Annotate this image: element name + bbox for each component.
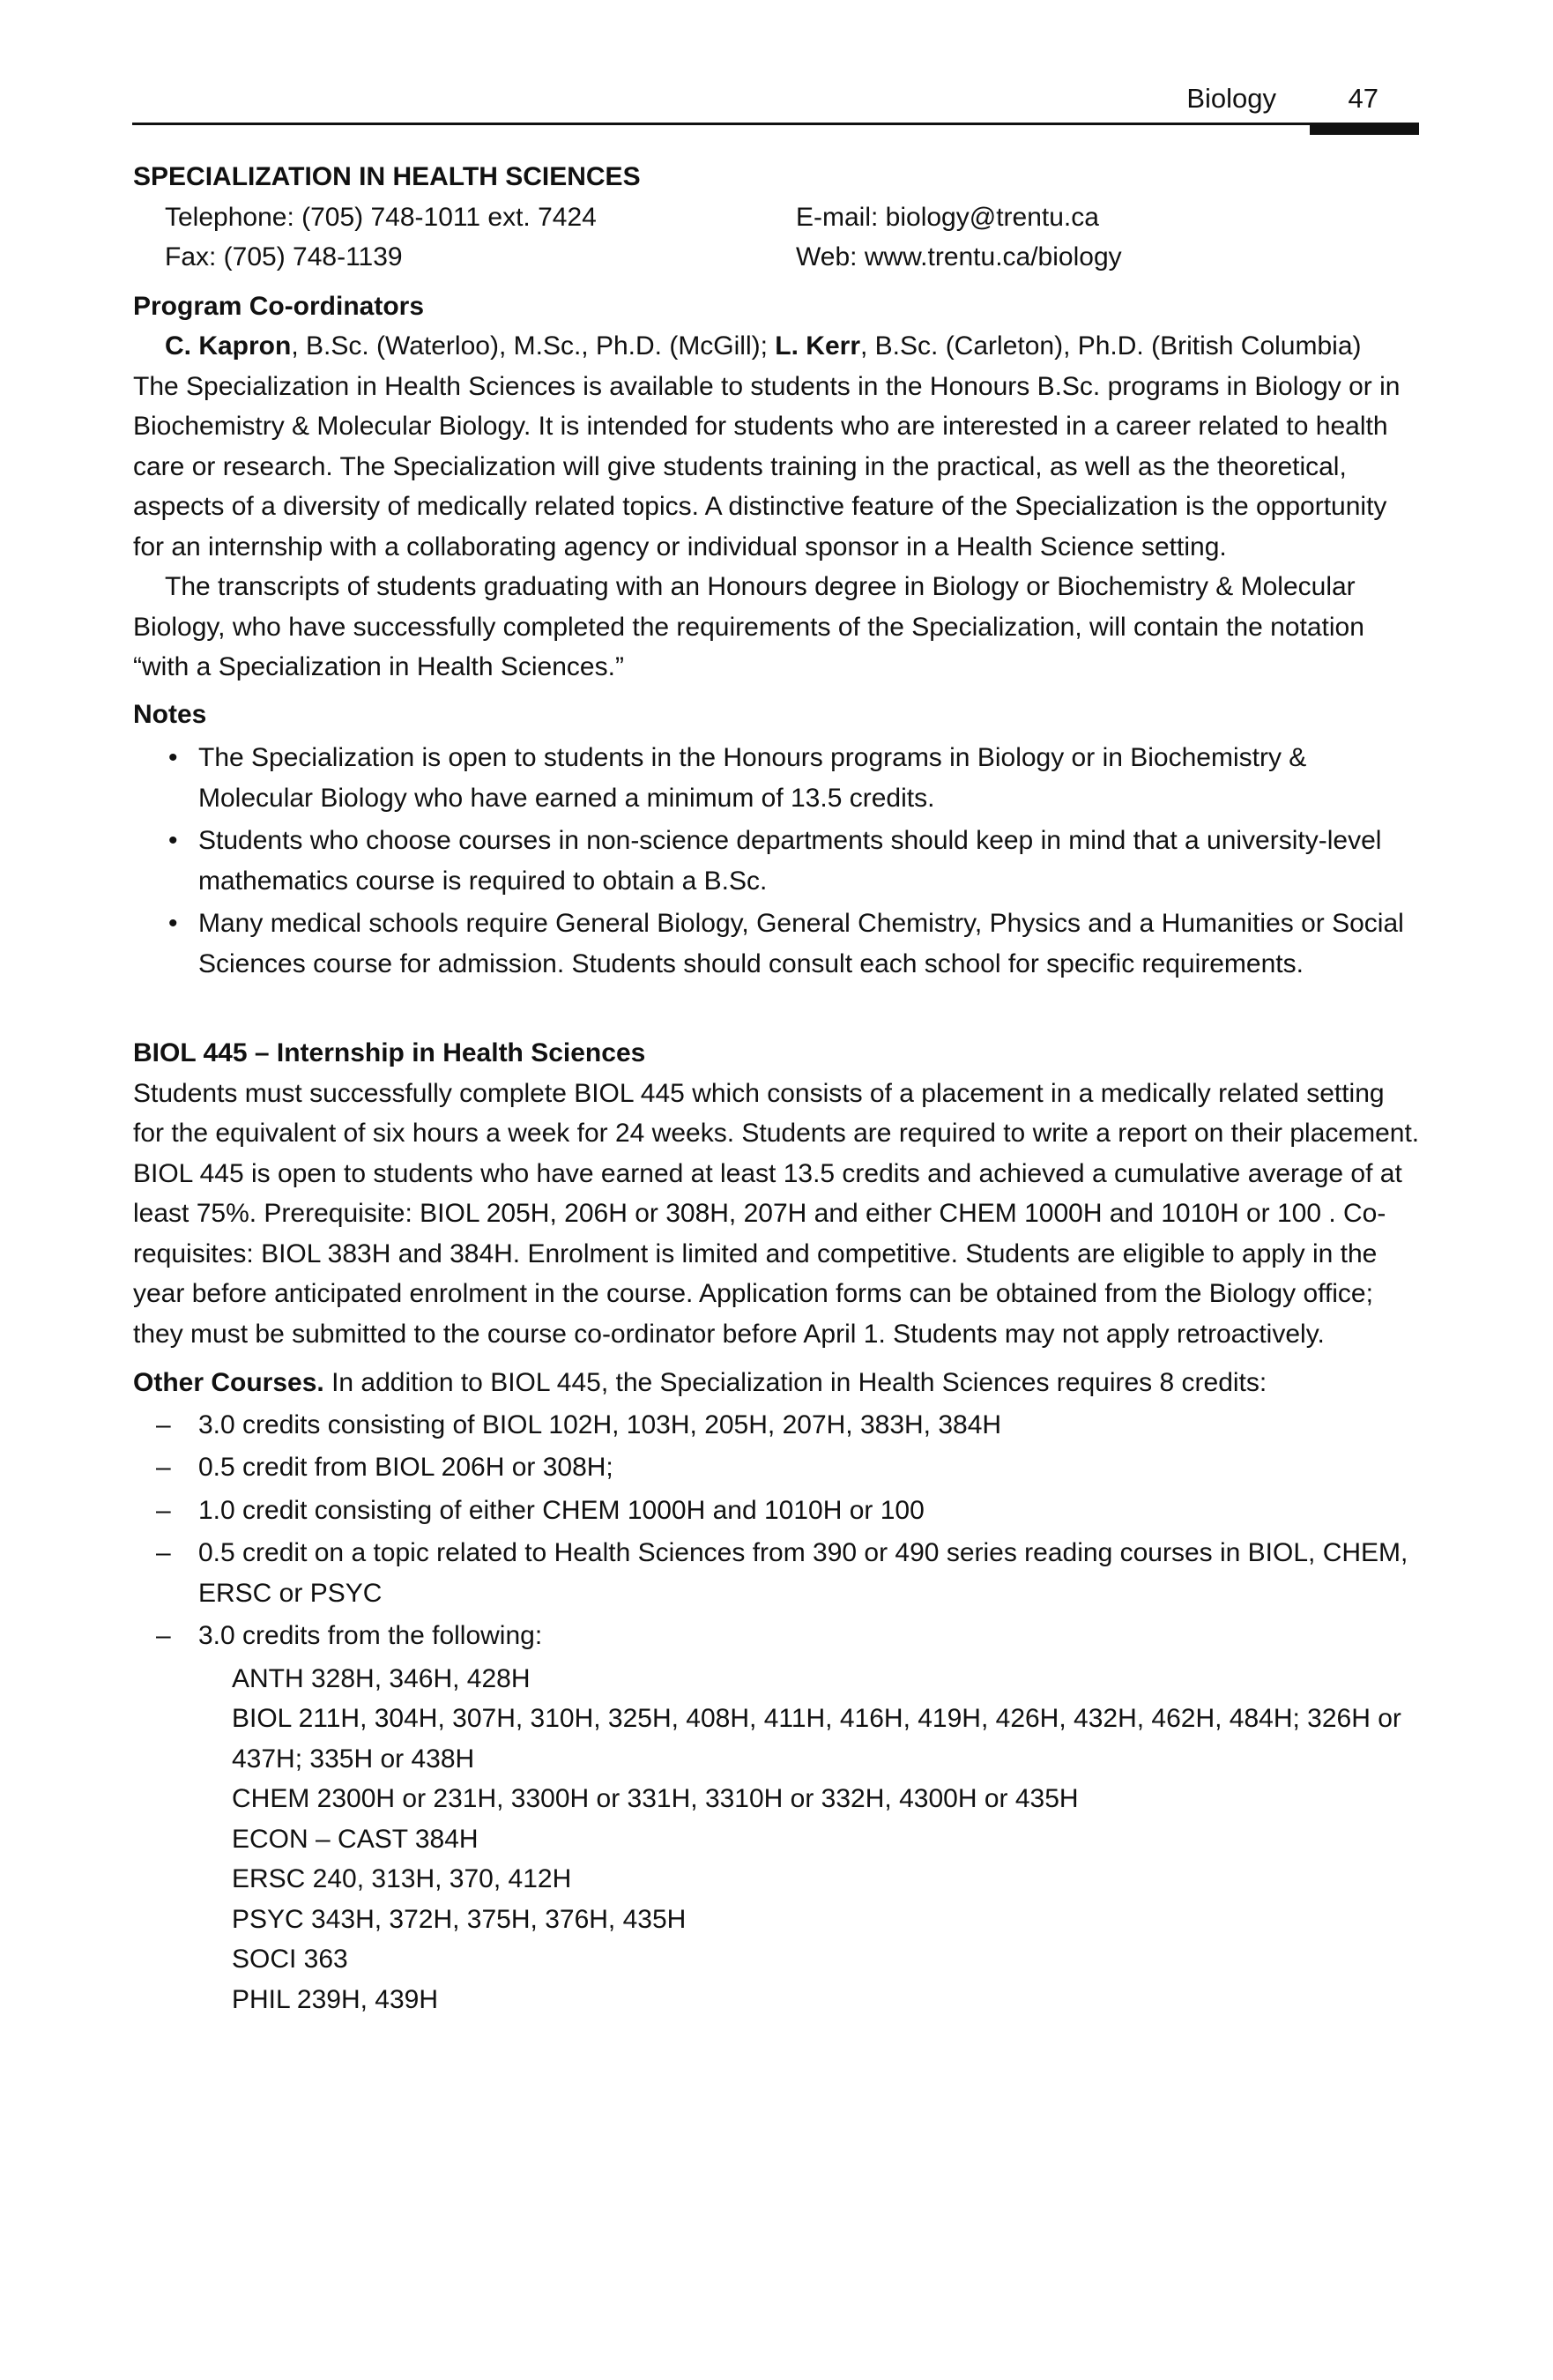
- header-section-title: Biology: [1186, 83, 1276, 114]
- dash-marker: –: [156, 1453, 171, 1482]
- website: Web: www.trentu.ca/biology: [796, 242, 1122, 271]
- page-body: [133, 157, 1420, 2019]
- list-item: • Many medical schools require General Biology, General Chemistry, Physics and a Humanities or Social Sciences course for admission. Students should consult each school for specific requirements.: [133, 904, 1420, 984]
- coordinators-heading: Program Co-ordinators: [133, 291, 425, 321]
- course-line: CHEM 2300H or 231H, 3300H or 331H, 3310H or 332H, 4300H or 435H: [232, 1784, 1079, 1813]
- list-item: • The Specialization is open to students in the Honours programs in Biology or in Biochemistry & Molecular Biology who have earned a minimum of 13.5 credits.: [133, 738, 1420, 818]
- telephone: Telephone: (705) 748-1011 ext. 7424: [165, 202, 597, 232]
- transcript-paragraph: The transcripts of students graduating with an Honours degree in Biology or Biochemistry & Molecular Biology, who have successfully completed the requirements of the Specialization, will contain the notation “with a Specialization in Health Sciences.”: [133, 572, 1364, 681]
- coordinator-1-name: C. Kapron: [165, 331, 292, 361]
- other-courses-paragraph: [133, 1363, 1420, 1403]
- internship-heading: BIOL 445 – Internship in Health Sciences: [133, 1038, 646, 1067]
- list-item: • Students who choose courses in non-science departments should keep in mind that a university-level mathematics course is required to obtain a B.Sc.: [133, 821, 1420, 901]
- section-heading: SPECIALIZATION IN HEALTH SCIENCES: [133, 162, 641, 191]
- course-line: ECON – CAST 384H: [232, 1824, 479, 1854]
- course-line: PHIL 239H, 439H: [232, 1984, 439, 2014]
- course-line: ERSC 240, 313H, 370, 412H: [232, 1864, 572, 1893]
- dash-marker: –: [156, 1409, 171, 1439]
- header-page-number: 47: [1348, 83, 1378, 114]
- coordinators-line: [133, 326, 1420, 367]
- header-page-tab: [1310, 123, 1419, 135]
- bullet-marker: •: [168, 826, 178, 855]
- notes-heading: Notes: [133, 699, 207, 729]
- contact-block: [133, 197, 1420, 278]
- list-item: – 0.5 credit from BIOL 206H or 308H;: [133, 1447, 1420, 1488]
- header-rule: [132, 123, 1419, 125]
- course-line: SOCI 363: [232, 1945, 348, 1974]
- course-line: BIOL 211H, 304H, 307H, 310H, 325H, 408H, 411H, 416H, 419H, 426H, 432H, 462H, 484H; 326H or 437H; 335H or 438H: [232, 1704, 1401, 1774]
- bullet-marker: •: [168, 743, 178, 772]
- dash-marker: –: [156, 1621, 171, 1650]
- elective-course-list: [133, 1659, 1420, 2020]
- fax: Fax: (705) 748-1139: [165, 242, 403, 271]
- dash-marker: –: [156, 1538, 171, 1567]
- dash-marker: –: [156, 1495, 171, 1525]
- other-courses-label: Other Courses.: [133, 1368, 324, 1397]
- coordinator-2-name: L. Kerr: [775, 331, 860, 361]
- running-header: [132, 74, 1419, 127]
- list-item: – 0.5 credit on a topic related to Health Sciences from 390 or 490 series reading courses in BIOL, CHEM, ERSC or PSYC: [133, 1533, 1420, 1613]
- email: E-mail: biology@trentu.ca: [796, 202, 1099, 232]
- internship-paragraph: Students must successfully complete BIOL 445 which consists of a placement in a medically related setting for the equivalent of six hours a week for 24 weeks. Students are required to write a report on their placement. BIOL 445 is open to students who have earned at least 13.5 credits and achieved a cumulative average of at least 75%. Prerequisite: BIOL 205H, 206H or 308H, 207H and either CHEM 1000H and 1010H or 100 . Co-requisites: BIOL 383H and 384H. Enrolment is limited and competitive. Students are eligible to apply in the year before anticipated enrolment in the course. Application forms can be obtained from the Biology office; they must be submitted to the course co-ordinator before April 1. Students may not apply retroactively.: [133, 1078, 1420, 1349]
- intro-paragraph: The Specialization in Health Sciences is available to students in the Honours B.Sc. programs in Biology or in Biochemistry & Molecular Biology. It is intended for students who are interested in a career related to health care or research. The Specialization will give students training in the practical, as well as the theoretical, aspects of a diversity of medically related topics. A distinctive feature of the Specialization is the opportunity for an internship with a collaborating agency or individual sponsor in a Health Science setting.: [133, 371, 1401, 562]
- requirements-list: [133, 1405, 1420, 1656]
- list-item: – 3.0 credits consisting of BIOL 102H, 103H, 205H, 207H, 383H, 384H: [133, 1405, 1420, 1446]
- list-item: – 1.0 credit consisting of either CHEM 1000H and 1010H or 100: [133, 1491, 1420, 1531]
- notes-list: [133, 738, 1420, 984]
- bullet-marker: •: [168, 909, 178, 938]
- course-line: ANTH 328H, 346H, 428H: [232, 1663, 531, 1693]
- coordinator-2-detail: , B.Sc. (Carleton), Ph.D. (British Columbia): [860, 331, 1362, 361]
- coordinator-1-detail: , B.Sc. (Waterloo), M.Sc., Ph.D. (McGill);: [291, 331, 776, 361]
- other-courses-intro: In addition to BIOL 445, the Specialization in Health Sciences requires 8 credits:: [323, 1368, 1267, 1397]
- course-line: PSYC 343H, 372H, 375H, 376H, 435H: [232, 1904, 687, 1934]
- list-item: – 3.0 credits from the following:: [133, 1616, 1420, 1656]
